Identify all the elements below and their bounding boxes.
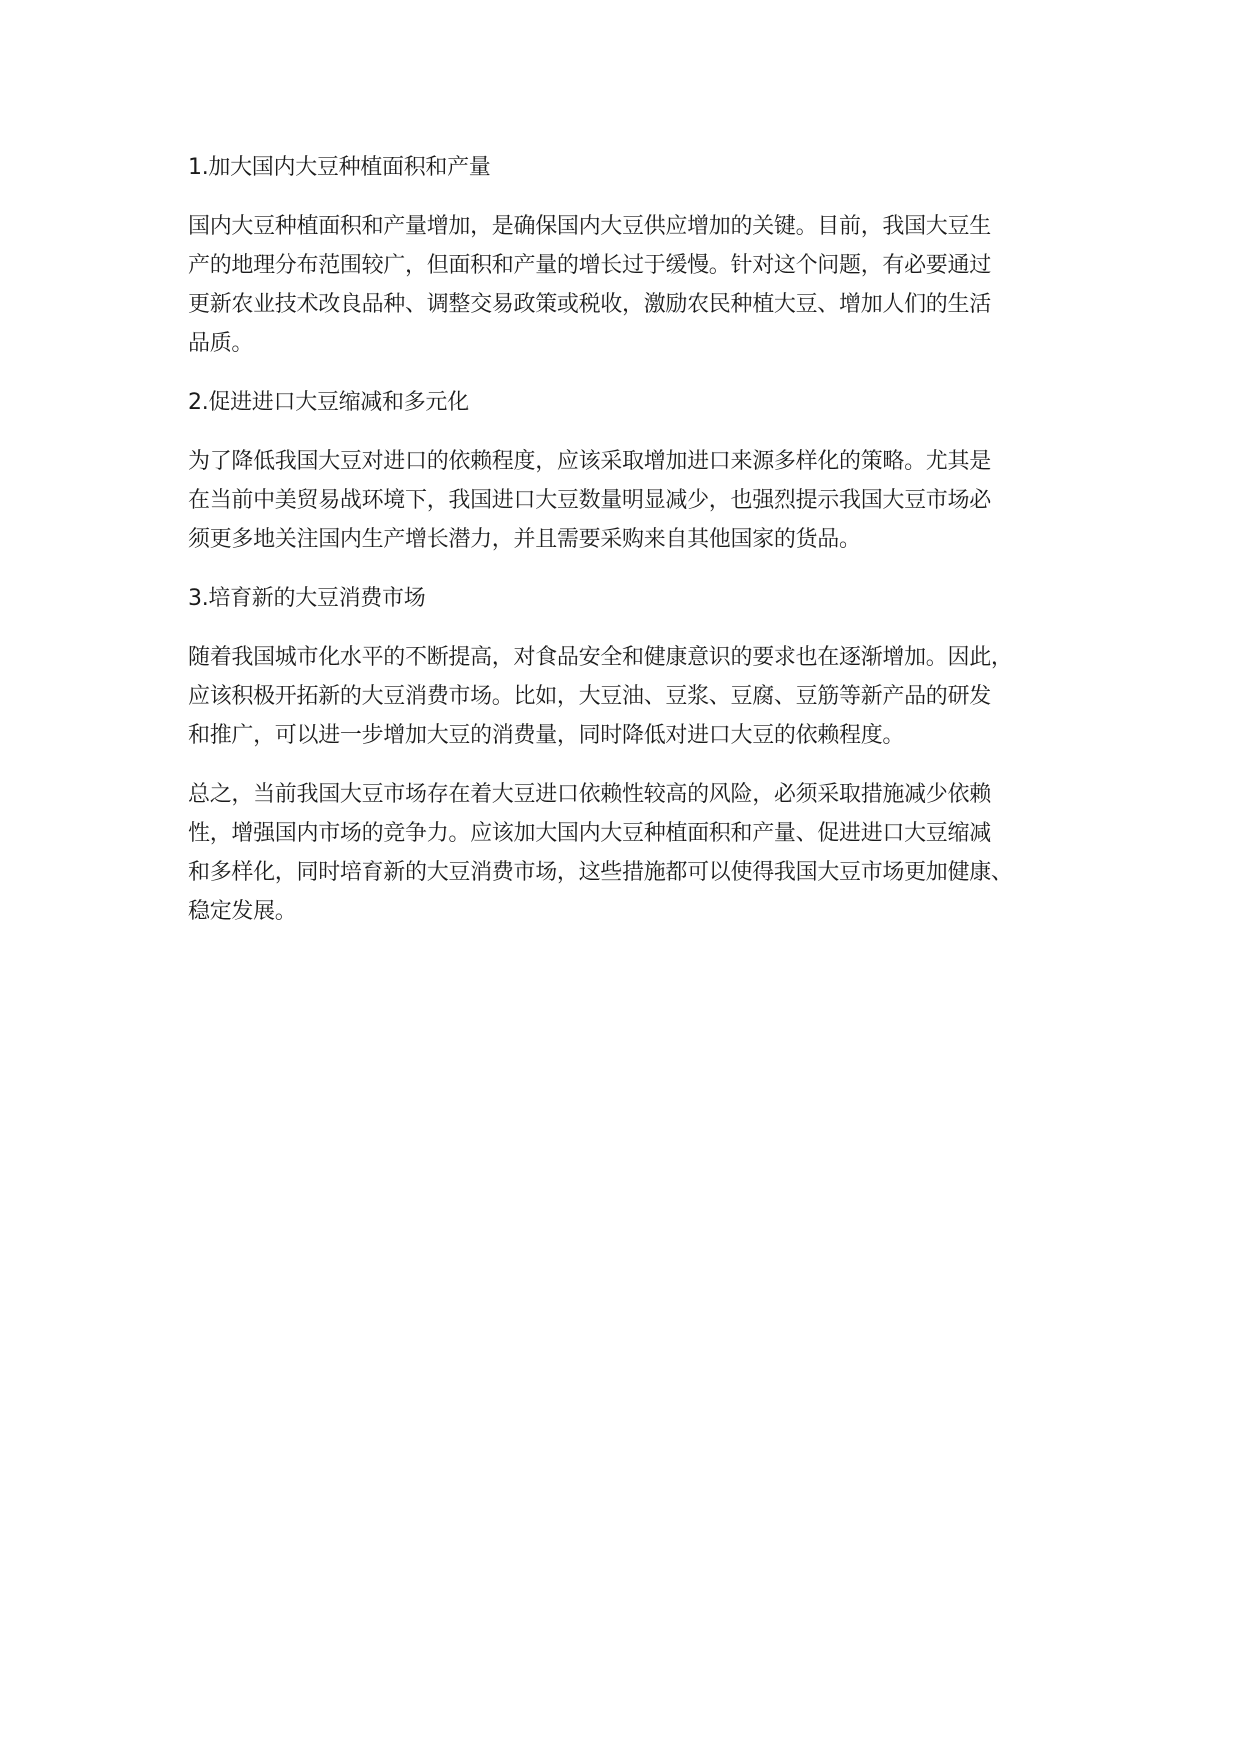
- section-heading-3: [188, 579, 1088, 618]
- text-line: 更新农业技术改良品种、调整交易政策或税收，激励农民种植大豆、增加人们的生活: [188, 292, 991, 317]
- text-line: 性，增强国内市场的竞争力。应该加大国内大豆种植面积和产量、促进进口大豆缩减: [188, 821, 991, 846]
- text-line: 在当前中美贸易战环境下，我国进口大豆数量明显减少，也强烈提示我国大豆市场必: [188, 488, 991, 513]
- text-line: 和推广，可以进一步增加大豆的消费量，同时降低对进口大豆的依赖程度。: [188, 723, 905, 748]
- text-line: 产的地理分布范围较广，但面积和产量的增长过于缓慢。针对这个问题，有必要通过: [188, 253, 991, 278]
- text-line: 总之，当前我国大豆市场存在着大豆进口依赖性较高的风险，必须采取措施减少依赖: [188, 782, 991, 807]
- section-heading-2: [188, 383, 1088, 422]
- section-paragraph-1: [188, 207, 1088, 363]
- text-line: 2.促进进口大豆缩减和多元化: [188, 390, 469, 415]
- text-line: 1.加大国内大豆种植面积和产量: [188, 155, 491, 180]
- text-line: 为了降低我国大豆对进口的依赖程度，应该采取增加进口来源多样化的策略。尤其是: [188, 449, 991, 474]
- text-line: 国内大豆种植面积和产量增加，是确保国内大豆供应增加的关键。目前，我国大豆生: [188, 214, 991, 239]
- section-heading-1: [188, 148, 1088, 187]
- text-line: 稳定发展。: [188, 899, 297, 924]
- section-paragraph-3: [188, 638, 1088, 755]
- document-body: [188, 148, 1088, 951]
- conclusion-paragraph: [188, 775, 1088, 931]
- text-line: 3.培育新的大豆消费市场: [188, 586, 426, 611]
- text-line: 和多样化，同时培育新的大豆消费市场，这些措施都可以使得我国大豆市场更加健康、: [188, 860, 1013, 885]
- section-paragraph-2: [188, 442, 1088, 559]
- text-line: 应该积极开拓新的大豆消费市场。比如，大豆油、豆浆、豆腐、豆筋等新产品的研发: [188, 684, 991, 709]
- text-line: 品质。: [188, 331, 254, 356]
- text-line: 随着我国城市化水平的不断提高，对食品安全和健康意识的要求也在逐渐增加。因此，: [188, 645, 1013, 670]
- text-line: 须更多地关注国内生产增长潜力，并且需要采购来自其他国家的货品。: [188, 527, 861, 552]
